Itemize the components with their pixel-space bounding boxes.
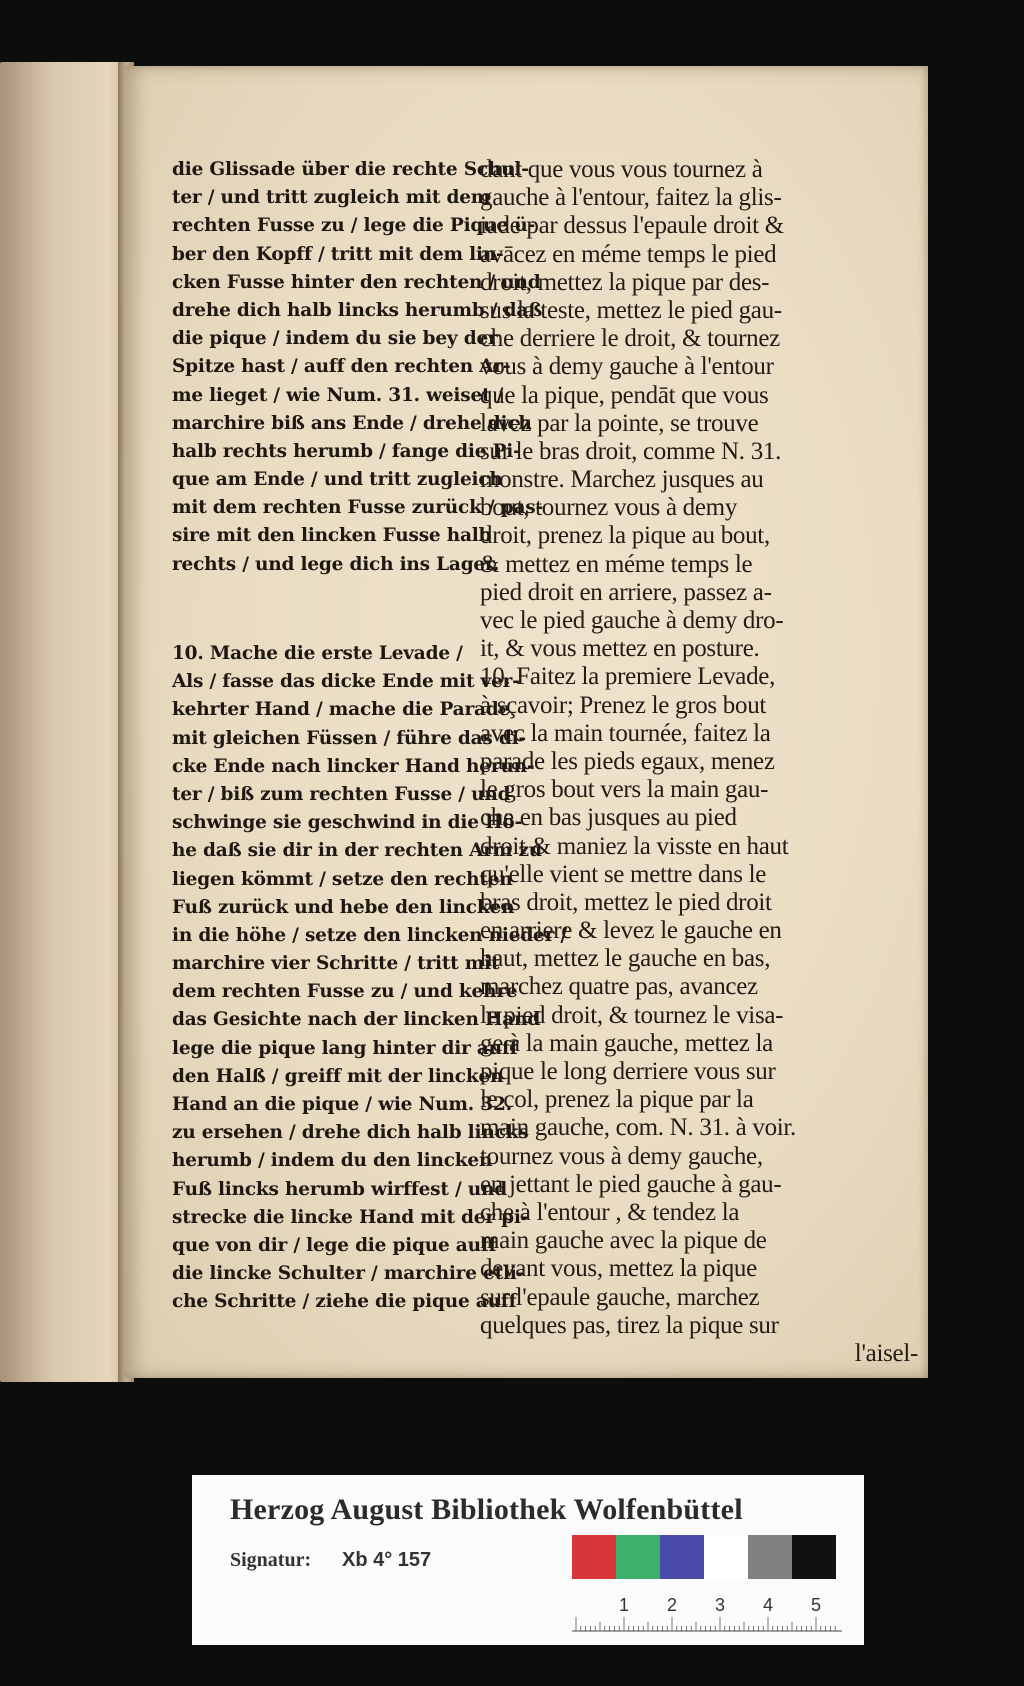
german-text-line: die lincke Schulter / marchire etli- <box>172 1263 525 1285</box>
french-text-line: che derriere le droit, & tournez <box>480 325 780 353</box>
german-text-line: strecke die lincke Hand mit der pi- <box>172 1206 529 1228</box>
german-text-line: que von dir / lege die pique auff <box>172 1234 497 1256</box>
german-column-top <box>172 156 543 579</box>
scale-number: 4 <box>762 1595 774 1615</box>
measurement-scale <box>572 1581 842 1635</box>
french-text-line: que la pique, pendāt que vous <box>480 381 769 409</box>
color-swatch <box>616 1535 660 1579</box>
french-text-line: qu'elle vient se mettre dans le <box>480 860 767 888</box>
french-text-line: en arriere & levez le gauche en <box>480 917 782 945</box>
color-swatch <box>748 1535 792 1579</box>
german-text-line: mit dem rechten Fusse zurück / pas- <box>172 497 543 519</box>
french-text-line: droit, prenez la pique au bout, <box>480 522 770 550</box>
french-text-line: monstre. Marchez jusques au <box>480 466 764 494</box>
french-text-line: sur l'epaule gauche, marchez <box>480 1283 760 1311</box>
french-text-line: che en bas jusques au pied <box>480 804 737 832</box>
german-text-line: marchire vier Schritte / tritt mit <box>172 953 500 975</box>
german-text-line: herumb / indem du den lincken <box>172 1150 493 1172</box>
german-text-line: Fuß zurück und hebe den lincken <box>172 896 515 918</box>
library-title: Herzog August Bibliothek Wolfenbüttel <box>230 1493 743 1526</box>
german-text-line: zu ersehen / drehe dich halb lincks <box>172 1122 529 1144</box>
catchword-text: l'aisel- <box>854 1340 918 1367</box>
german-text-line: sire mit den lincken Fusse halb <box>172 525 492 547</box>
french-text-line: vec le pied gauche à demy dro- <box>480 607 784 634</box>
french-text-line: vous à demy gauche à l'entour <box>480 353 774 381</box>
french-text-line: bout, tournez vous à demy <box>480 494 738 522</box>
color-swatch <box>572 1535 616 1579</box>
german-text-line: die pique / indem du sie bey der <box>172 328 498 350</box>
french-text-line: haut, mettez le gauche en bas, <box>480 945 771 973</box>
german-text-line: schwinge sie geschwind in die Hö- <box>172 812 522 834</box>
german-text-line: che Schritte / ziehe die pique auff <box>172 1291 517 1313</box>
german-text-line: das Gesichte nach der lincken Hand <box>172 1009 541 1031</box>
german-text-line: ter / biß zum rechten Fusse / und <box>172 783 511 805</box>
german-text-line: he daß sie dir in der rechten Arm zu <box>172 840 543 862</box>
french-text-line: & mettez en méme temps le <box>480 550 753 578</box>
german-text-line: rechts / und lege dich ins Lager. <box>172 553 500 575</box>
french-text-line: bras droit, mettez le pied droit <box>480 888 772 916</box>
scale-number: 2 <box>666 1595 678 1615</box>
signature-label: Signatur: <box>230 1549 312 1571</box>
french-text-line: pied droit en arriere, passez a- <box>480 578 772 606</box>
french-text-line: dant que vous vous tournez à <box>480 156 763 183</box>
french-text-line: avec la main tournée, faitez la <box>480 719 771 747</box>
german-text-line: marchire biß ans Ende / drehe dich <box>172 412 532 434</box>
french-text-line: en jettant le pied gauche à gau- <box>480 1170 782 1198</box>
german-text-line: Hand an die pique / wie Num. 32. <box>172 1094 512 1115</box>
german-text-line: 10. Mache die erste Levade / <box>172 643 463 664</box>
left-page-edge <box>0 62 128 1382</box>
german-text-line: Spitze hast / auff den rechten Ar- <box>172 356 511 378</box>
catchword <box>480 1340 958 1368</box>
german-column-bottom <box>172 640 567 1317</box>
french-text-line: tournez vous à demy gauche, <box>480 1142 763 1170</box>
french-text-line: le col, prenez la pique par la <box>480 1086 754 1114</box>
german-text-line: liegen kömmt / setze den rechten <box>172 868 513 890</box>
german-text-line: cken Fusse hinter den rechten / und <box>172 271 541 293</box>
german-text-line: ber den Kopff / tritt mit dem lin- <box>172 243 504 265</box>
german-text-line: me lieget / wie Num. 31. weiset / <box>172 384 504 406</box>
french-text-line: marchez quatre pas, avancez <box>480 973 758 1001</box>
french-text-line: le pied droit, & tournez le visa- <box>480 1001 784 1029</box>
color-swatch <box>660 1535 704 1579</box>
german-text-line: rechten Fusse zu / lege die Pique ü- <box>172 215 535 237</box>
french-text-line: iade par dessus l'epaule droit & <box>480 212 784 240</box>
german-text-line: den Halß / greiff mit der lincken <box>172 1065 504 1087</box>
german-text-line: ter / und tritt zugleich mit dem <box>172 187 491 209</box>
german-text-line: que am Ende / und tritt zugleich <box>172 469 503 491</box>
french-text-line: le gros bout vers la main gau- <box>480 776 769 804</box>
french-text-line: pique le long derriere vous sur <box>480 1058 776 1085</box>
color-swatch <box>704 1535 748 1579</box>
german-text-line: dem rechten Fusse zu / und kehre <box>172 981 518 1003</box>
library-card <box>192 1475 864 1645</box>
german-text-line: die Glissade über die rechte Schul- <box>172 159 529 180</box>
color-swatch <box>792 1535 836 1579</box>
french-text-line: sur le bras droit, comme N. 31. <box>480 437 782 465</box>
french-text-line: quelques pas, tirez la pique sur <box>480 1311 779 1339</box>
german-text-line: Als / fasse das dicke Ende mit ver- <box>172 671 520 693</box>
german-text-line: mit gleichen Füssen / führe das di- <box>172 727 526 749</box>
french-text-line: che à l'entour , & tendez la <box>480 1198 740 1226</box>
french-column <box>480 156 918 1340</box>
german-text-line: in die höhe / setze den lincken nieder / <box>172 924 567 946</box>
scale-number: 5 <box>810 1595 822 1615</box>
book-page <box>124 66 928 1378</box>
french-text-line: droit, mettez la pique par des- <box>480 268 770 296</box>
french-text-line: à sçavoir; Prenez le gros bout <box>480 691 767 719</box>
french-text-line: avācez en méme temps le pied <box>480 240 777 268</box>
french-text-line: droit & maniez la visste en haut <box>480 832 789 860</box>
french-text-line: main gauche avec la pique de <box>480 1227 767 1255</box>
german-text-line: halb rechts herumb / fange die Pi- <box>172 440 521 462</box>
german-text-line: Fuß lincks herumb wirffest / und <box>172 1178 507 1200</box>
french-text-line: 10. Faitez la premiere Levade, <box>480 663 776 691</box>
signature-value: Xb 4° 157 <box>342 1549 432 1571</box>
scale-number: 3 <box>714 1595 726 1615</box>
german-text-line: drehe dich halb lincks herumb / daß <box>172 299 543 321</box>
french-text-line: parade les pieds egaux, menez <box>480 747 775 775</box>
scale-number: 1 <box>618 1595 630 1615</box>
french-text-line: gauche à l'entour, faitez la glis- <box>480 184 782 212</box>
french-text-line: sus la teste, mettez le pied gau- <box>480 296 782 324</box>
french-text-line: main gauche, com. N. 31. à voir. <box>480 1114 797 1142</box>
german-text-line: cke Ende nach lincker Hand herun- <box>172 755 535 777</box>
german-text-line: kehrter Hand / mache die Parade <box>172 699 511 721</box>
german-text-line: lege die pique lang hinter dir auff <box>172 1037 518 1059</box>
french-text-line: lavez par la pointe, se trouve <box>480 409 759 437</box>
french-text-line: ge à la main gauche, mettez la <box>480 1029 773 1057</box>
french-text-line: devant vous, mettez la pique <box>480 1255 757 1283</box>
french-text-line: it, & vous mettez en posture. <box>480 635 760 663</box>
